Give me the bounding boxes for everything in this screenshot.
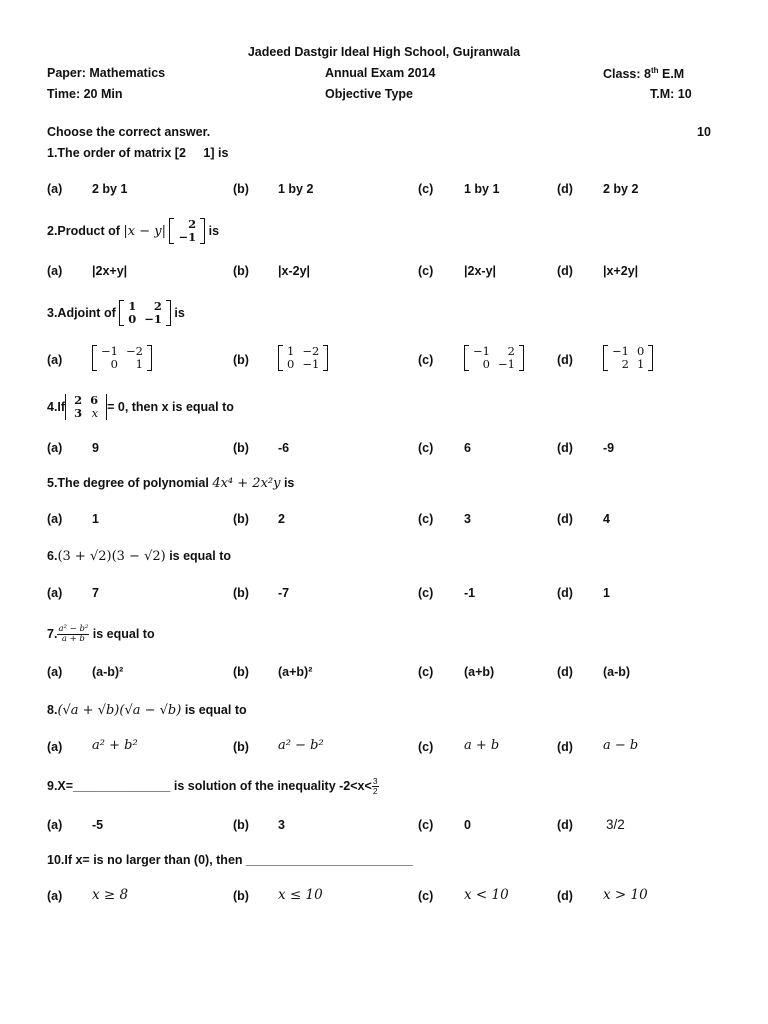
paper-type: Objective Type (325, 87, 413, 101)
option-label-c: (c) (418, 441, 434, 455)
polynomial-expression: 4x⁴ + 2x²y (212, 476, 281, 491)
option-b: a² − b² (278, 738, 324, 753)
question-suffix: is (283, 476, 295, 490)
option-label-a: (a) (47, 740, 63, 754)
option-a: |2x+y| (92, 264, 128, 278)
class-suffix: E.M (658, 67, 685, 82)
option-label-c: (c) (418, 740, 434, 754)
question-suffix: is equal to (92, 627, 155, 641)
option-label-d: (d) (557, 182, 573, 196)
option-label-a: (a) (47, 586, 63, 600)
option-label-d: (d) (557, 512, 573, 526)
determinant (65, 394, 107, 420)
option-label-c: (c) (418, 889, 434, 903)
question-6 (47, 549, 231, 564)
question-5 (47, 476, 294, 491)
option-label-d: (d) (557, 740, 573, 754)
option-label-d: (d) (557, 665, 573, 679)
option-c: |2x-y| (464, 264, 497, 278)
option-d: 1 (603, 586, 610, 600)
option-label-c: (c) (418, 586, 434, 600)
option-label-b: (b) (233, 889, 249, 903)
option-d: a − b (603, 738, 639, 753)
question-9 (47, 772, 379, 800)
option-b: -6 (278, 441, 290, 455)
column-matrix (169, 218, 205, 244)
option-label-c: (c) (418, 818, 434, 832)
option-label-d: (d) (557, 441, 573, 455)
option-c: (a+b) (464, 665, 495, 679)
option-label-b: (b) (233, 441, 249, 455)
question-text: 10.If x= is no larger than (0), then ________________________ (47, 853, 413, 867)
option-a: (a-b)² (92, 665, 124, 679)
option-label-b: (b) (233, 740, 249, 754)
question-text: 9.X=______________ is solution of the inequality -2<x< (47, 779, 372, 793)
school-name: Jadeed Dastgir Ideal High School, Gujranwala (247, 45, 521, 59)
option-label-a: (a) (47, 512, 63, 526)
option-c: −1 2 0 −1 (464, 345, 524, 371)
option-label-b: (b) (233, 586, 249, 600)
option-label-b: (b) (233, 182, 249, 196)
matrix-entry: 2 (74, 393, 83, 407)
option-label-b: (b) (233, 353, 249, 367)
surd-expression: (3 + √2)(3 − √2) (57, 549, 166, 564)
total-marks: T.M: 10 (650, 87, 692, 101)
option-label-c: (c) (418, 182, 434, 196)
question-text: 3.Adjoint of (47, 306, 116, 320)
paper-subject: Paper: Mathematics (47, 66, 166, 80)
option-b: -7 (278, 586, 290, 600)
fraction-denominator: 2 (372, 785, 378, 796)
time-label: Time: 20 Min (47, 87, 123, 101)
option-b: 3 (278, 818, 285, 832)
option-c: 6 (464, 441, 471, 455)
option-label-a: (a) (47, 441, 63, 455)
question-text-tail: 1] is (203, 146, 229, 160)
question-text: 2.Product of (47, 224, 120, 238)
option-label-a: (a) (47, 182, 63, 196)
fraction-numerator: a² − b² (58, 623, 89, 634)
question-suffix: is equal to (169, 549, 232, 563)
option-c: 3 (464, 512, 471, 526)
question-suffix: is (208, 224, 220, 238)
option-c: x < 10 (464, 887, 509, 903)
row-vector: |x − y| (123, 223, 166, 239)
question-10 (47, 853, 413, 867)
question-7 (47, 620, 155, 648)
class-sup: th (650, 66, 659, 75)
question-text: 7. (47, 627, 58, 641)
question-suffix: is (174, 306, 185, 320)
option-c: -1 (464, 586, 476, 600)
question-1 (47, 146, 228, 160)
surd-expression: (√a + √b)(√a − √b) (57, 703, 182, 718)
option-label-c: (c) (418, 665, 434, 679)
question-4 (47, 392, 234, 422)
option-a: 2 by 1 (92, 182, 128, 196)
question-3 (47, 298, 185, 328)
instruction-text: Choose the correct answer. (47, 125, 211, 139)
option-c: 1 by 1 (464, 182, 500, 196)
option-c: a + b (464, 738, 500, 753)
question-8 (47, 703, 247, 718)
option-d: 2 by 2 (603, 182, 639, 196)
option-d: -9 (603, 441, 615, 455)
option-a: -5 (92, 818, 104, 832)
fraction (57, 625, 89, 644)
matrix-entry: 3 (74, 406, 83, 420)
option-label-d: (d) (557, 889, 573, 903)
fraction (372, 777, 379, 796)
option-label-c: (c) (418, 264, 434, 278)
matrix-entry: 6 (90, 393, 99, 407)
option-label-a: (a) (47, 889, 63, 903)
option-a: a² + b² (92, 738, 138, 753)
option-label-a: (a) (47, 353, 63, 367)
option-label-d: (d) (557, 818, 573, 832)
option-label-c: (c) (418, 512, 434, 526)
question-text: 5.The degree of polynomial (47, 476, 209, 490)
option-label-b: (b) (233, 665, 249, 679)
class-prefix: Class: 8 (603, 67, 651, 82)
option-label-a: (a) (47, 665, 63, 679)
class-label (603, 66, 684, 81)
option-label-b: (b) (233, 264, 249, 278)
option-d: 4 (603, 512, 610, 526)
matrix-entry: 2 (153, 299, 162, 313)
matrix-entry: 0 (128, 312, 137, 326)
option-label-b: (b) (233, 512, 249, 526)
option-label-c: (c) (418, 353, 434, 367)
option-label-a: (a) (47, 264, 63, 278)
option-d: 3/2 (606, 817, 625, 832)
option-a: −1 −2 0 1 (92, 345, 152, 371)
option-a: 7 (92, 586, 99, 600)
question-text: 8. (47, 703, 58, 717)
question-suffix: = 0, then x is equal to (107, 400, 234, 414)
exam-title: Annual Exam 2014 (325, 66, 436, 80)
question-matrix (119, 300, 171, 326)
option-c: 0 (464, 818, 471, 832)
option-d: x > 10 (603, 887, 648, 903)
option-label-d: (d) (557, 586, 573, 600)
option-a: 9 (92, 441, 99, 455)
option-b: |x-2y| (278, 264, 311, 278)
option-b: 1 −2 0 −1 (278, 345, 328, 371)
matrix-entry: −1 (178, 230, 197, 244)
fraction-numerator: 3 (372, 775, 378, 786)
question-2 (47, 216, 219, 246)
option-label-d: (d) (557, 264, 573, 278)
question-suffix: is equal to (184, 703, 247, 717)
option-label-d: (d) (557, 353, 573, 367)
question-text: 1.The order of matrix [2 (47, 146, 186, 160)
option-label-a: (a) (47, 818, 63, 832)
matrix-entry: −1 (144, 312, 162, 326)
option-b: 2 (278, 512, 285, 526)
option-d: (a-b) (603, 665, 631, 679)
fraction-denominator: a + b (61, 633, 85, 644)
option-d: |x+2y| (603, 264, 639, 278)
instruction-marks: 10 (697, 125, 711, 139)
matrix-entry: 2 (188, 217, 197, 231)
option-a: 1 (92, 512, 99, 526)
question-text: 6. (47, 549, 58, 563)
option-a: x ≥ 8 (92, 887, 129, 903)
option-b: x ≤ 10 (278, 887, 323, 903)
matrix-entry: 1 (128, 299, 137, 313)
option-label-b: (b) (233, 818, 249, 832)
option-d: −1 0 2 1 (603, 345, 653, 371)
option-b: (a+b)² (278, 665, 313, 679)
option-b: 1 by 2 (278, 182, 314, 196)
question-text: 4.If (47, 400, 66, 414)
matrix-entry: x (91, 406, 99, 420)
